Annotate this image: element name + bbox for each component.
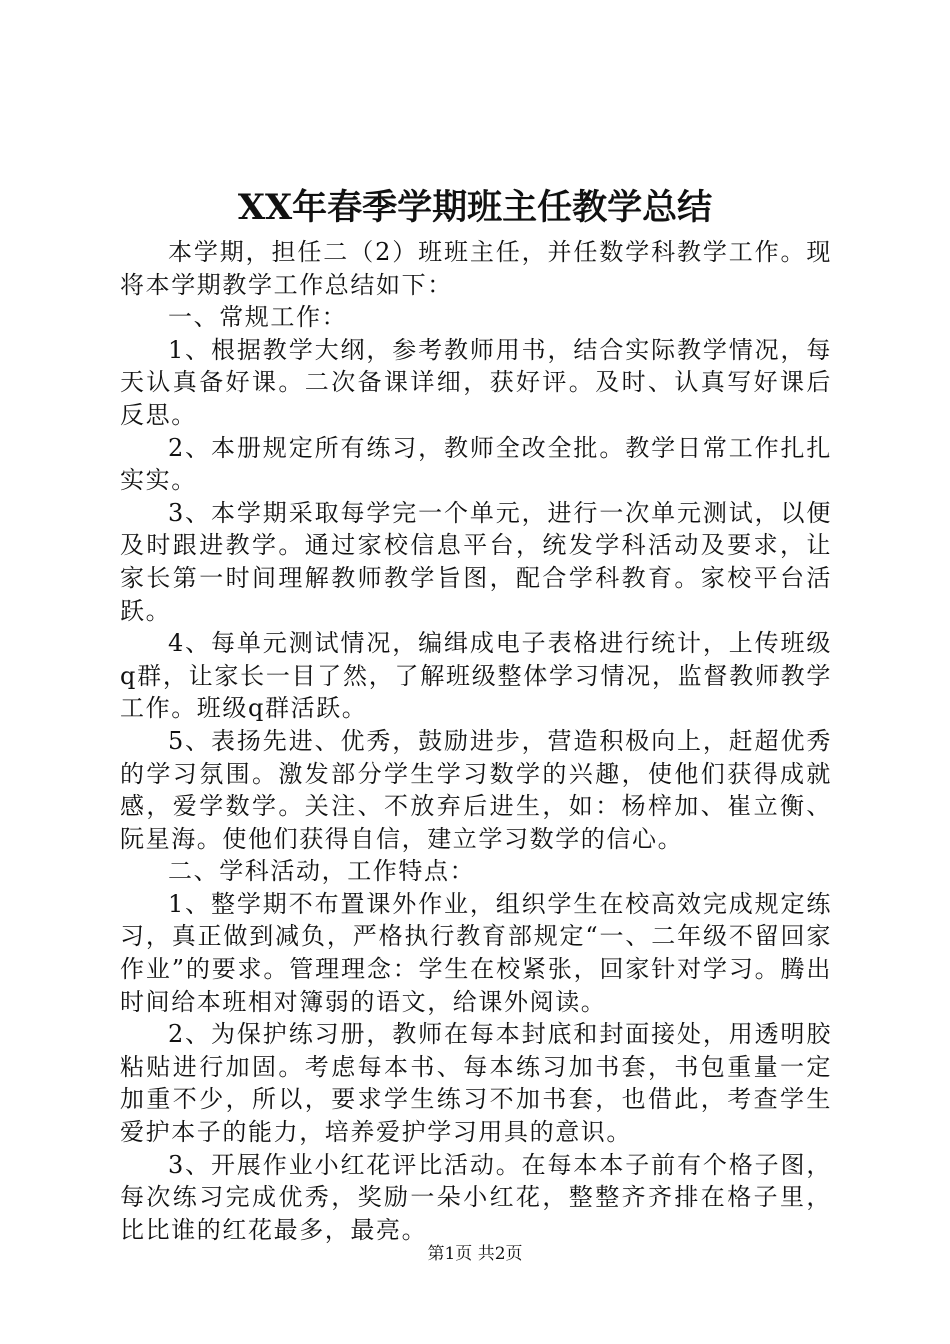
document-body (120, 236, 832, 1246)
document-title: XX年春季学期班主任教学总结 (237, 187, 713, 228)
paragraph-routine-5: 5、表扬先进、优秀，鼓励进步，营造积极向上，赶超优秀的学习氛围。激发部分学生学习数学的兴趣，使他们获得成就感，爱学数学。关注、不放弃后进生，如：杨梓加、崔立衡、阮星海。使他们获得自信，建立学习数学的信心。 (120, 726, 832, 853)
paragraph-routine-3: 3、本学期采取每学完一个单元，进行一次单元测试，以便及时跟进教学。通过家校信息平台，统发学科活动及要求，让家长第一时间理解教师教学旨图，配合学科教育。家校平台活跃。 (120, 498, 832, 625)
paragraph-activity-2: 2、为保护练习册，教师在每本封底和封面接处，用透明胶粘贴进行加固。考虑每本书、每本练习加书套，书包重量一定加重不少，所以，要求学生练习不加书套，也借此，考查学生爱护本子的能力，培养爱护学习用具的意识。 (120, 1020, 832, 1147)
paragraph-routine-2: 2、本册规定所有练习，教师全改全批。教学日常工作扎扎实实。 (120, 433, 832, 495)
heading-routine-work: 一、常规工作： (168, 303, 348, 332)
heading-subject-activities: 二、学科活动，工作特点： (168, 857, 476, 886)
paragraph-activity-1: 1、整学期不布置课外作业，组织学生在校高效完成规定练习，真正做到减负，严格执行教育部规定“一、二年级不留回家作业”的要求。管理理念：学生在校紧张，回家针对学习。腾出时间给本班相对簿弱的语文，给课外阅读。 (120, 889, 832, 1016)
paragraph-routine-4: 4、每单元测试情况，编缉成电子表格进行统计，上传班级q群，让家长一目了然，了解班级整体学习情况，监督教师教学工作。班级q群活跃。 (120, 629, 832, 723)
paragraph-routine-1: 1、根据教学大纲，参考教师用书，结合实际教学情况，每天认真备好课。二次备课详细，获好评。及时、认真写好课后反思。 (120, 335, 832, 429)
paragraph-intro: 本学期，担任二（2）班班主任，并任数学科教学工作。现将本学期教学工作总结如下： (120, 238, 832, 299)
paragraph-activity-3: 3、开展作业小红花评比活动。在每本本子前有个格子图，每次练习完成优秀，奖励一朵小红花，整整齐齐排在格子里，比比谁的红花最多，最亮。 (120, 1150, 832, 1244)
page-footer: 第1页 共2页 (427, 1244, 523, 1264)
